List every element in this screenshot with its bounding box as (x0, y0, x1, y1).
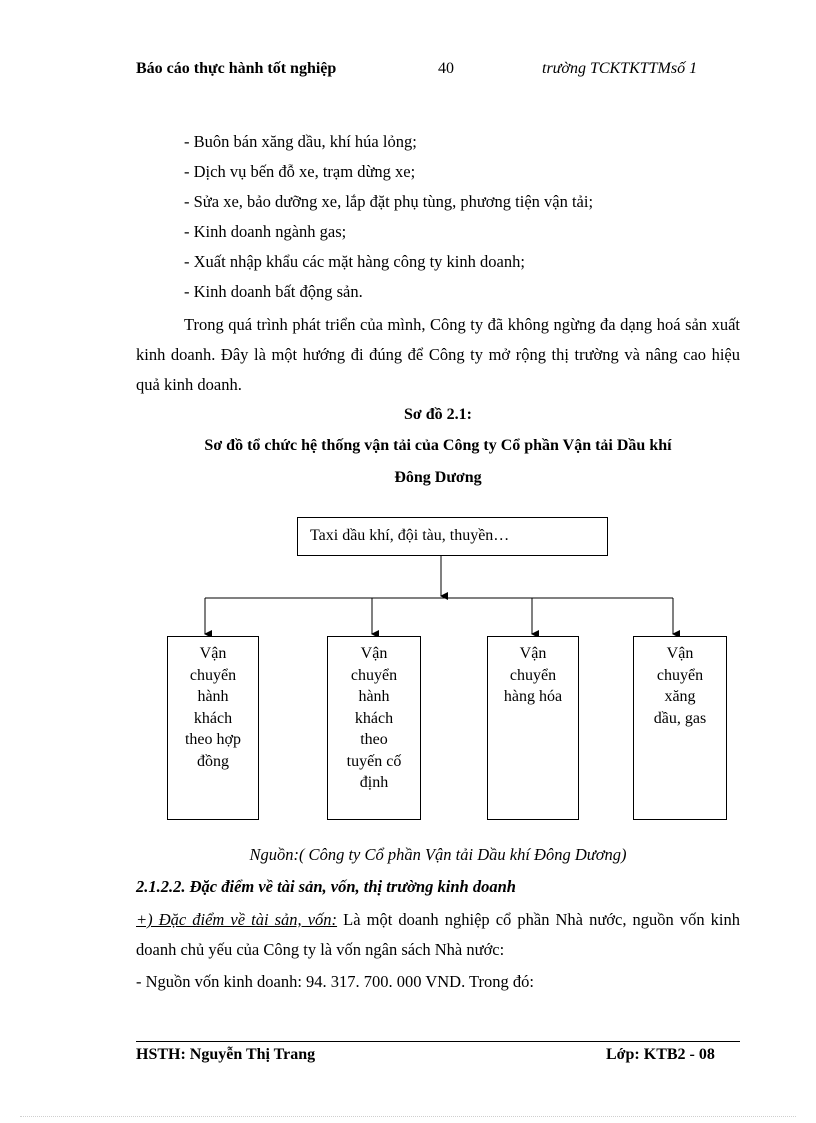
box-line: chuyển (509, 666, 557, 684)
diagram-top-box: Taxi dầu khí, đội tàu, thuyền… (297, 517, 608, 556)
page-bottom-dotted-line (20, 1116, 796, 1117)
header-school-name: trường TCKTKTTMsố 1 (542, 60, 698, 77)
bullet-item: - Dịch vụ bến đỗ xe, trạm dừng xe; (184, 162, 416, 181)
section-body: Là một doanh nghiệp cổ phần Nhà nước, nguồn vốn kinh doanh chủ yếu của Công ty là vốn ngân sách Nhà nước: (136, 910, 741, 959)
box-line: chuyển (189, 666, 237, 684)
box-line: hành (358, 688, 390, 705)
box-line: đồng (197, 752, 229, 770)
bullet-item: - Kinh doanh bất động sản. (184, 282, 363, 301)
diagram-box-passenger-contract (167, 636, 259, 820)
footer-student-name: HSTH: Nguyễn Thị Trang (136, 1046, 316, 1063)
diagram-box-cargo (487, 636, 579, 820)
section-lead: +) Đặc điểm về tài sản, vốn: (136, 910, 338, 929)
diagram-label: Sơ đồ 2.1: (404, 406, 472, 423)
header-page-number: 40 (438, 60, 454, 77)
diagram-box-passenger-fixed-route (327, 636, 421, 820)
box-line: chuyển (656, 666, 704, 684)
box-line: định (359, 774, 389, 791)
box-line: theo hợp (184, 731, 241, 748)
box-line: Vận (360, 645, 388, 662)
section-title: 2.1.2.2. Đặc điểm về tài sản, vốn, thị trường kinh doanh (136, 877, 516, 896)
header-report-title: Báo cáo thực hành tốt nghiệp (136, 60, 337, 77)
box-line: dầu, gas (653, 709, 707, 727)
footer-divider (136, 1041, 740, 1042)
box-line: xăng (664, 688, 696, 705)
capital-line: - Nguồn vốn kinh doanh: 94. 317. 700. 000 VND. Trong đó: (136, 972, 535, 991)
box-line: tuyến cố (346, 752, 402, 770)
box-line: Vận (519, 645, 547, 662)
bullet-item: - Xuất nhập khẩu các mặt hàng công ty kinh doanh; (184, 252, 525, 271)
diagram-title-line1: Sơ đồ tổ chức hệ thống vận tải của Công ty Cổ phần Vận tải Dầu khí (204, 437, 672, 454)
footer-class: Lớp: KTB2 - 08 (606, 1046, 715, 1063)
diagram-title-line2: Đông Dương (394, 469, 482, 486)
body-paragraph: Trong quá trình phát triển của mình, Công ty đã không ngừng đa dạng hoá sản xuất kinh doanh. Đây là một hướng đi đúng để Công ty mở rộng thị trường và nâng cao hiệu quả kinh doanh. (136, 315, 740, 394)
box-line: chuyển (350, 666, 398, 684)
box-line: hàng hóa (503, 688, 563, 705)
box-line: khách (354, 709, 394, 727)
section-paragraph (136, 905, 740, 965)
box-line: Vận (666, 645, 694, 662)
box-line: hành (197, 688, 229, 705)
diagram-box-fuel-gas (633, 636, 727, 820)
bullet-item: - Sửa xe, bảo dưỡng xe, lắp đặt phụ tùng, phương tiện vận tải; (184, 192, 594, 211)
box-line: Vận (199, 645, 227, 662)
bullet-item: - Kinh doanh ngành gas; (184, 222, 347, 241)
bullet-item: - Buôn bán xăng dầu, khí húa lỏng; (184, 132, 417, 151)
diagram-source: Nguồn:( Công ty Cổ phần Vận tải Dầu khí Đông Dương) (249, 845, 627, 864)
box-line: khách (193, 709, 233, 727)
box-line: theo (360, 731, 388, 748)
